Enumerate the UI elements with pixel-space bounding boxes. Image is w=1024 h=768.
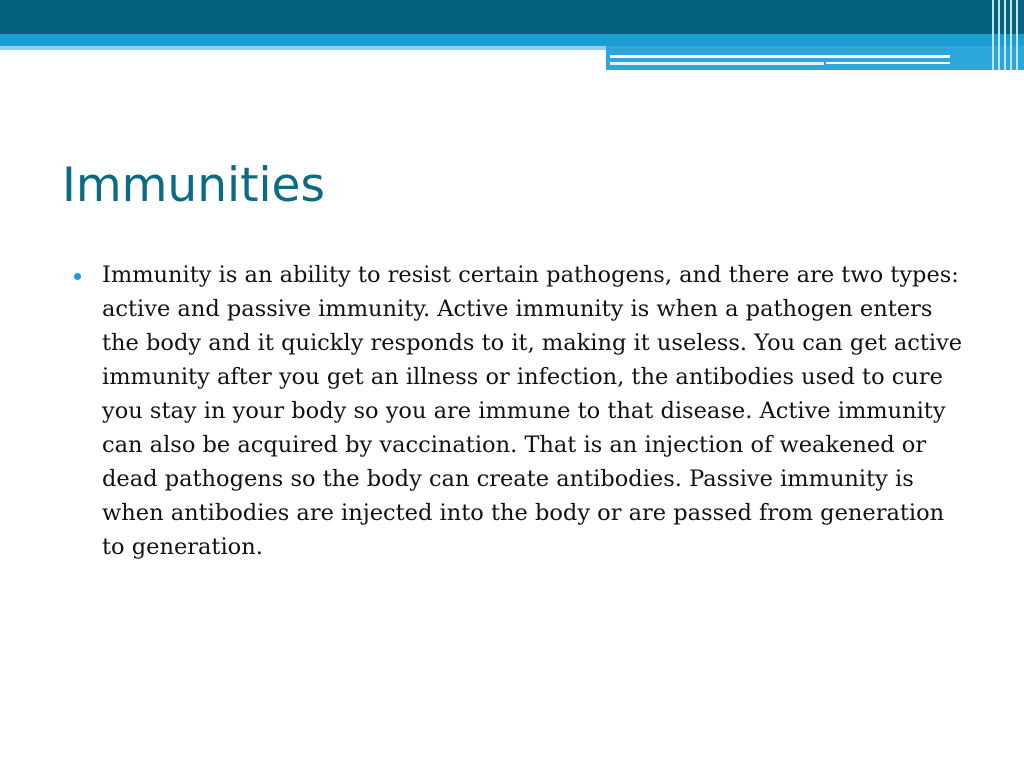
bullet-list <box>74 258 964 564</box>
header-accent-line <box>826 62 950 64</box>
header-band-pale <box>0 46 608 50</box>
bullet-item <box>74 258 964 564</box>
header-band-light <box>0 34 1024 46</box>
slide-title: Immunities <box>62 158 325 213</box>
bullet-dot-icon <box>74 273 81 280</box>
header-vertical-stripes <box>988 0 1024 70</box>
header-accent-line <box>610 55 950 58</box>
header-accent-line <box>610 62 824 65</box>
header-band-dark <box>0 0 1024 34</box>
header-accent-block <box>606 46 1024 70</box>
bullet-text: Immunity is an ability to resist certain pathogens, and there are two types: active and passive immunity. Active immunity is when a pathogen enters the body and it quickly responds to it, making it useless. You can get active immunity after you get an illness or infection, the antibodies used to cure you stay in your body so you are immune to that disease. Active immunity can also be acquired by vaccination. That is an injection of weakened or dead pathogens so the body can create antibodies. Passive immunity is when antibodies are injected into the body or are passed from generation to generation. <box>102 262 963 560</box>
